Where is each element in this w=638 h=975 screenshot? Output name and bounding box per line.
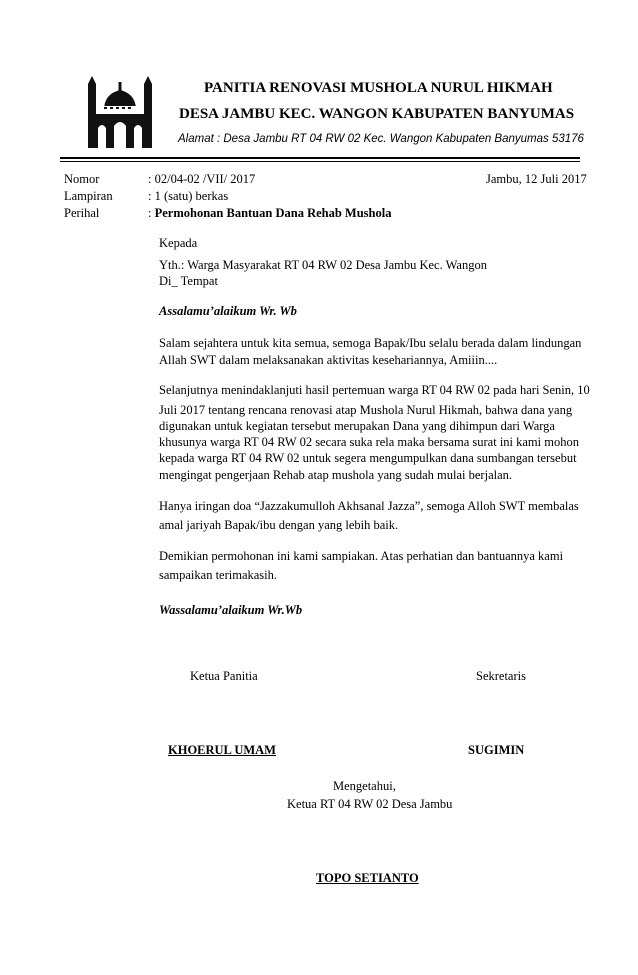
p2-line: Selanjutnya menindaklanjuti hasil pertemuan warga RT 04 RW 02 pada hari Senin, 10 — [159, 383, 590, 397]
place-date: Jambu, 12 Juli 2017 — [486, 172, 587, 186]
p4-line: sampaikan terimakasih. — [159, 568, 278, 582]
mengetahui: Mengetahui, — [333, 779, 396, 793]
ketua-title: Ketua Panitia — [190, 669, 258, 683]
org-location: DESA JAMBU KEC. WANGON KABUPATEN BANYUMAS — [179, 106, 575, 122]
header-rule — [60, 157, 580, 159]
p2-line: kepada warga RT 04 RW 02 untuk segera mengumpulkan dana sumbangan tersebut — [159, 451, 577, 465]
perihal-colon: : — [148, 206, 155, 220]
p3-line: amal jariyah Bapak/ibu dengan yang lebih baik. — [159, 518, 399, 532]
kepada-label: Kepada — [159, 236, 198, 250]
di-tempat: Di_ Tempat — [159, 274, 218, 288]
ketua-name: KHOERUL UMAM — [168, 743, 276, 757]
rt-name: TOPO SETIANTO — [316, 871, 419, 885]
sekretaris-name: SUGIMIN — [468, 743, 525, 757]
perihal-line — [148, 206, 391, 221]
lampiran-label: Lampiran — [64, 189, 113, 203]
lampiran-value: : 1 (satu) berkas — [148, 189, 229, 203]
p2-line: khusunya warga RT 04 RW 02 secara suka rela maka bersama surat ini kami mohon — [159, 435, 579, 449]
p2-line: digunakan untuk kegiatan tersebut merupakan Dana yang dihimpun dari Warga — [159, 419, 555, 433]
mosque-icon — [84, 70, 156, 150]
p2-line: mengingat pengerjaan Rehab atap mushola yang sudah mulai berjalan. — [159, 468, 513, 482]
greeting: Assalamu’alaikum Wr. Wb — [159, 304, 297, 318]
yth-label: Yth.: — [159, 258, 185, 272]
org-title: PANITIA RENOVASI MUSHOLA NURUL HIKMAH — [204, 80, 553, 96]
nomor-label: Nomor — [64, 172, 100, 186]
org-address: Alamat : Desa Jambu RT 04 RW 02 Kec. Wangon Kabupaten Banyumas 53176 — [178, 133, 584, 145]
p1-line: Allah SWT dalam melaksanakan aktivitas kesehariannya, Amiiin.... — [159, 353, 498, 367]
p1-line: Salam sejahtera untuk kita semua, semoga Bapak/Ibu selalu berada dalam lindungan — [159, 336, 582, 350]
rt-title: Ketua RT 04 RW 02 Desa Jambu — [287, 797, 453, 811]
nomor-value: : 02/04-02 /VII/ 2017 — [148, 172, 256, 186]
p4-line: Demikian permohonan ini kami sampiakan. Atas perhatian dan bantuannya kami — [159, 549, 564, 563]
p2-line: Juli 2017 tentang rencana renovasi atap Mushola Nurul Hikmah, bahwa dana yang — [159, 403, 573, 417]
closing: Wassalamu’alaikum Wr.Wb — [159, 603, 303, 617]
perihal-value: Permohonan Bantuan Dana Rehab Mushola — [154, 206, 392, 220]
p3-line: Hanya iringan doa “Jazzakumulloh Akhsanal Jazza”, semoga Alloh SWT membalas — [159, 499, 579, 513]
perihal-label: Perihal — [64, 206, 100, 220]
header-rule-thin — [60, 161, 580, 162]
sekretaris-title: Sekretaris — [476, 669, 526, 683]
yth-value: Warga Masyarakat RT 04 RW 02 Desa Jambu Kec. Wangon — [184, 258, 487, 272]
